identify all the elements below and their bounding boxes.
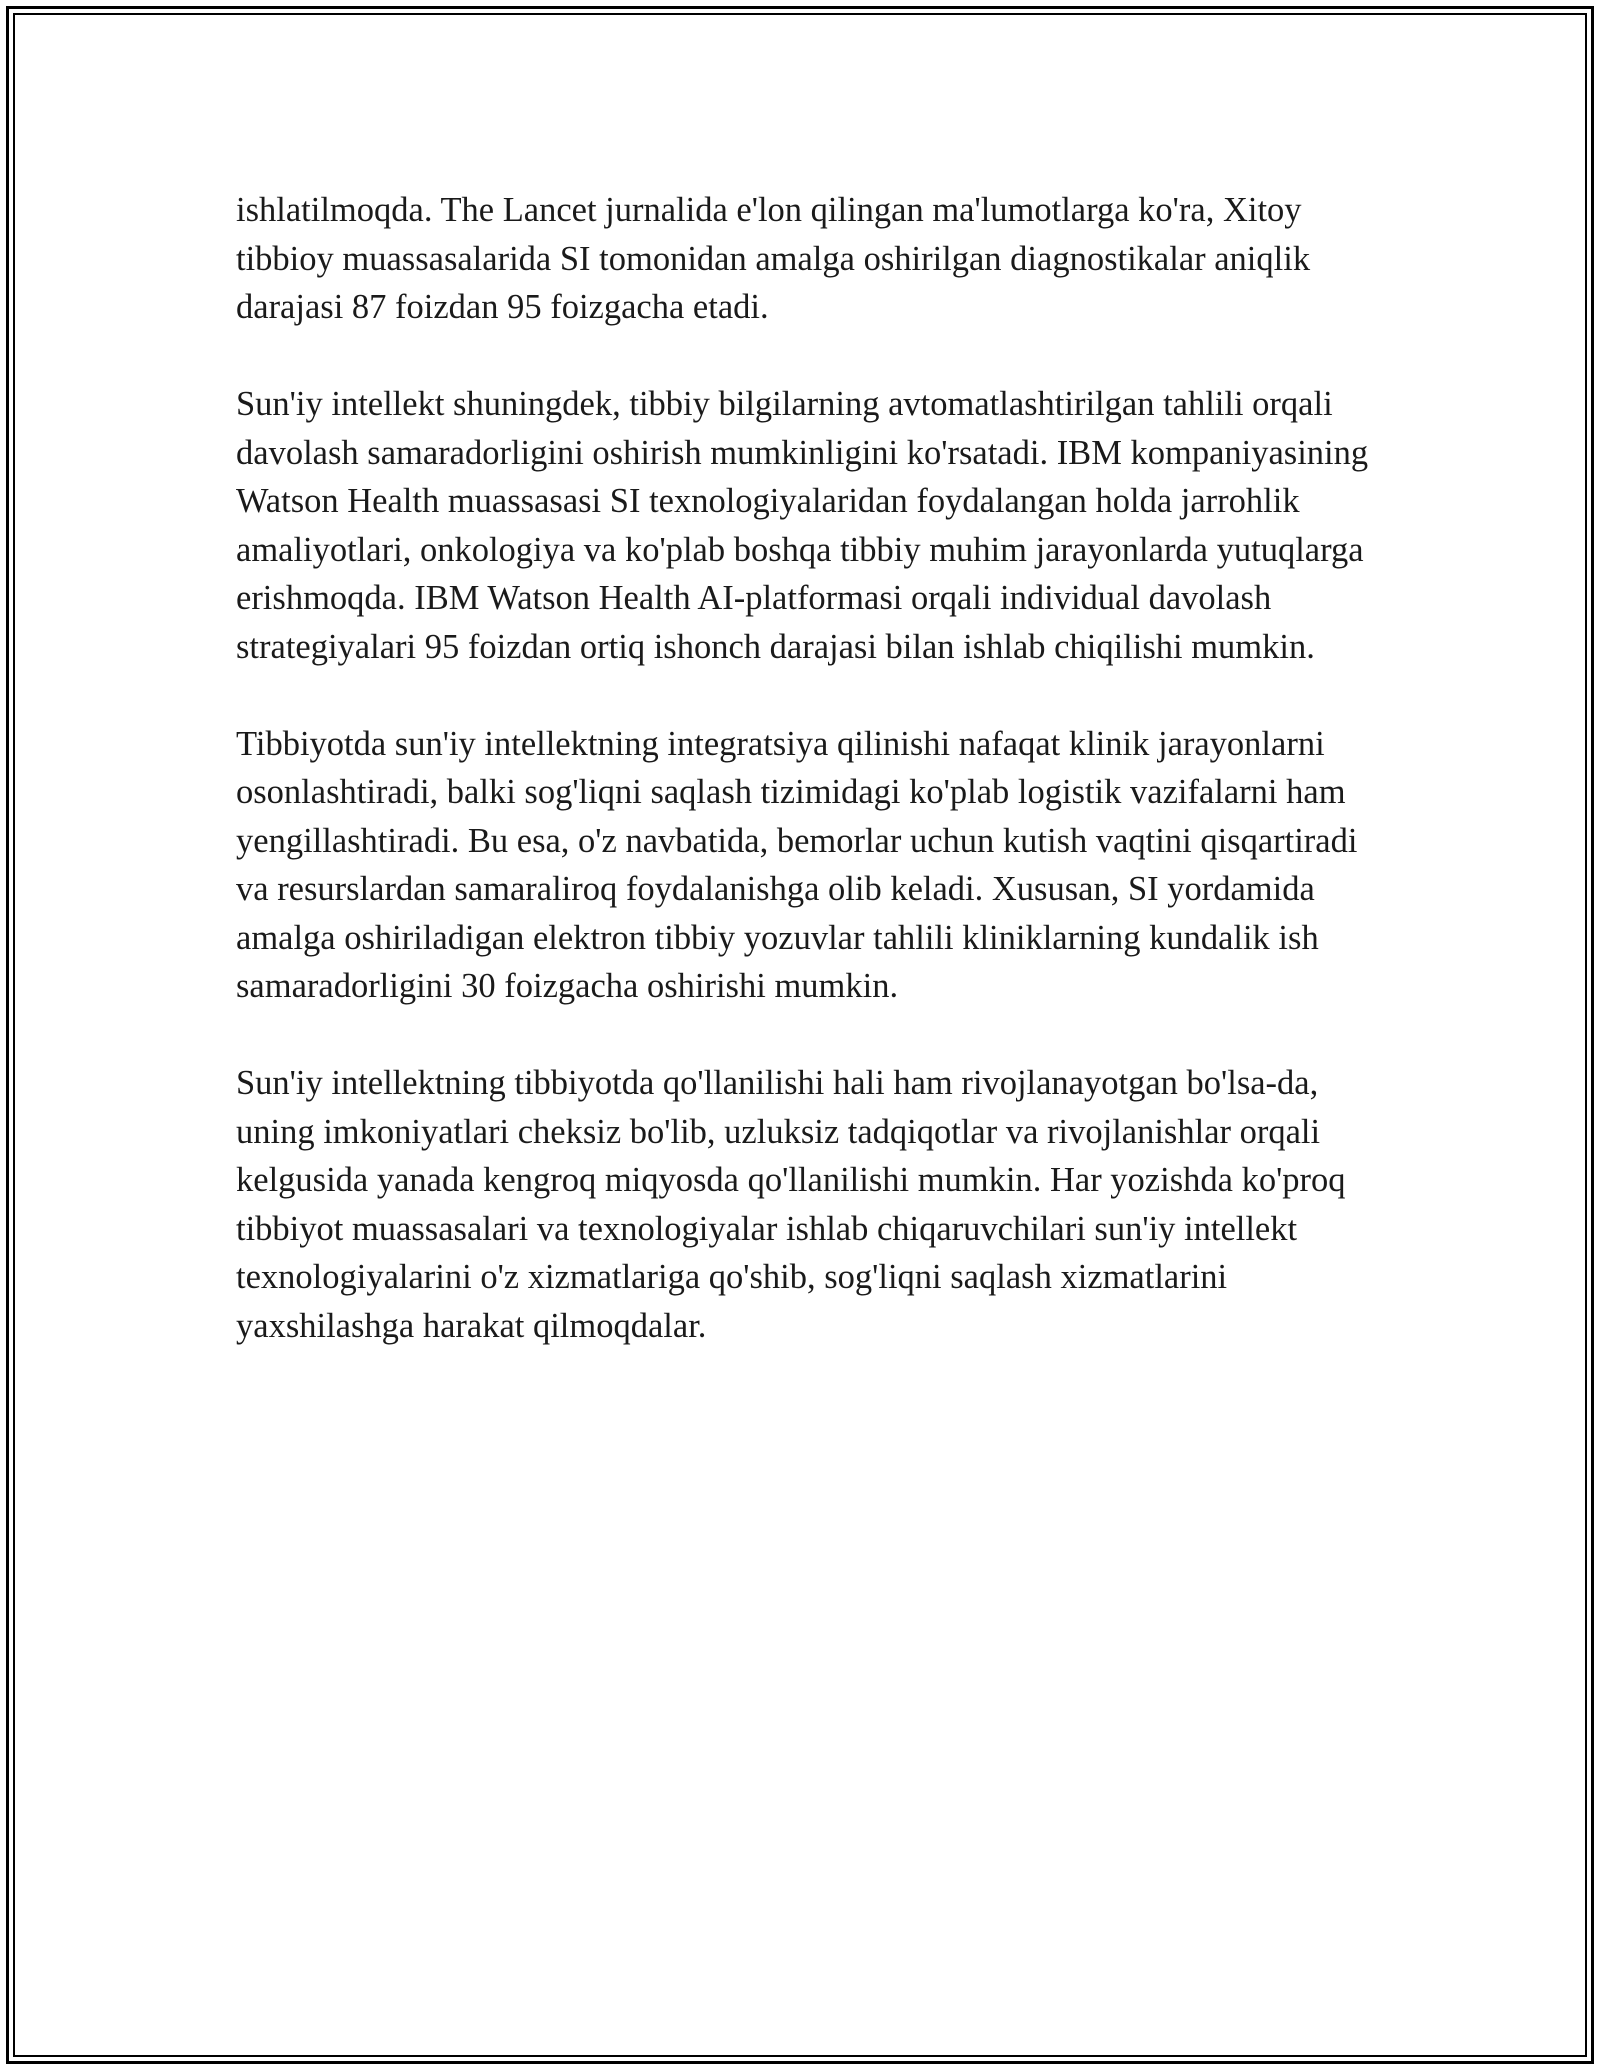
paragraph-3: Tibbiyotda sun'iy intellektning integratsiya qilinishi nafaqat klinik jarayonlarni osonlashtiradi, balki sog'liqni saqlash tizimidagi ko'plab logistik vazifalarni ham yengillashtiradi. Bu esa, o'z navbatida, bemorlar uchun kutish vaqtini qisqartiradi va resurslardan samaraliroq foydalanishga olib keladi. Xususan, SI yordamida amalga oshiriladigan elektron tibbiy yozuvlar tahlili kliniklarning kundalik ish samaradorligini 30 foizgacha oshirishi mumkin. bbox=[236, 724, 1358, 1005]
paragraph-4: Sun'iy intellektning tibbiyotda qo'llanilishi hali ham rivojlanayotgan bo'lsa-da, uning imkoniyatlari cheksiz bo'lib, uzluksiz tadqiqotlar va rivojlanishlar orqali kelgusida yanada kengroq miqyosda qo'llanilishi mumkin. Har yozishda ko'proq tibbiyot muassasalari va texnologiyalar ishlab chiqaruvchilari sun'iy intellekt texnologiyalarini o'z xizmatlariga qo'shib, sog'liqni saqlash xizmatlarini yaxshilashga harakat qilmoqdalar. bbox=[236, 1064, 1346, 1345]
paragraph-1: ishlatilmoqda. The Lancet jurnalida e'lon qilingan ma'lumotlarga ko'ra, Xitoy tibbioy muassasalarida SI tomonidan amalga oshirilgan diagnostikalar aniqlik darajasi 87 foizdan 95 foizgacha etadi. bbox=[236, 191, 1311, 326]
document-body bbox=[236, 186, 1376, 1399]
paragraph-2: Sun'iy intellekt shuningdek, tibbiy bilgilarning avtomatlashtirilgan tahlili orqali davolash samaradorligini oshirish mumkinligini ko'rsatadi. IBM kompaniyasining Watson Health muassasasi SI texnologiyalaridan foydalangan holda jarrohlik amaliyotlari, onkologiya va ko'plab boshqa tibbiy muhim jarayonlarda yutuqlarga erishmoqda. IBM Watson Health AI-platformasi orqali individual davolash strategiyalari 95 foizdan ortiq ishonch darajasi bilan ishlab chiqilishi mumkin. bbox=[236, 385, 1369, 666]
